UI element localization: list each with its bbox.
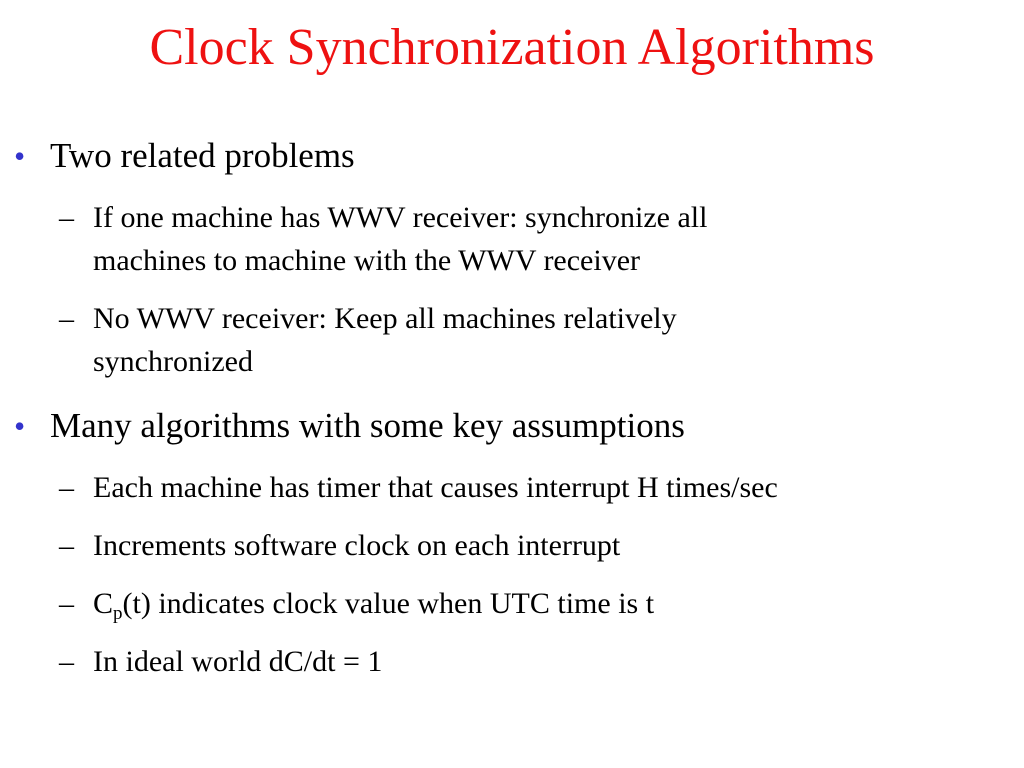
sub-bullet-line: Each machine has timer that causes interrupt H times/sec — [93, 471, 778, 504]
sub-bullet-item — [14, 524, 1014, 567]
sub-bullet-item — [14, 196, 1014, 282]
sub-bullet-line: If one machine has WWV receiver: synchronize all — [93, 201, 708, 234]
sub-bullet-line: synchronized — [93, 345, 253, 378]
dash-marker: – — [59, 201, 74, 234]
bullet-list — [14, 131, 1014, 683]
bullet-item — [14, 131, 1014, 181]
sub-bullet-item — [14, 640, 1014, 683]
sub-bullet-item — [14, 582, 1014, 625]
sub-bullet-line: No WWV receiver: Keep all machines relatively — [93, 302, 677, 335]
sub-bullet-line: (t) indicates clock value when UTC time is t — [122, 587, 655, 620]
dash-marker: – — [59, 645, 74, 678]
bullet-text: Two related problems — [50, 136, 355, 175]
dash-marker: – — [59, 587, 74, 620]
dash-marker: – — [59, 302, 74, 335]
dash-marker: – — [59, 471, 74, 504]
sub-bullet-line: machines to machine with the WWV receiver — [93, 244, 641, 277]
bullet-marker: • — [14, 408, 26, 444]
bullet-item — [14, 401, 1014, 451]
sub-bullet-line: Increments software clock on each interrupt — [93, 529, 621, 562]
clock-symbol: C — [93, 587, 114, 620]
dash-marker: – — [59, 529, 74, 562]
sub-bullet-item — [14, 466, 1014, 509]
bullet-marker: • — [14, 138, 26, 174]
clock-subscript: p — [113, 603, 123, 624]
slide-title: Clock Synchronization Algorithms — [149, 19, 875, 76]
sub-bullet-line: In ideal world dC/dt = 1 — [93, 645, 383, 678]
sub-bullet-item — [14, 297, 1014, 383]
bullet-text: Many algorithms with some key assumptions — [50, 406, 685, 445]
